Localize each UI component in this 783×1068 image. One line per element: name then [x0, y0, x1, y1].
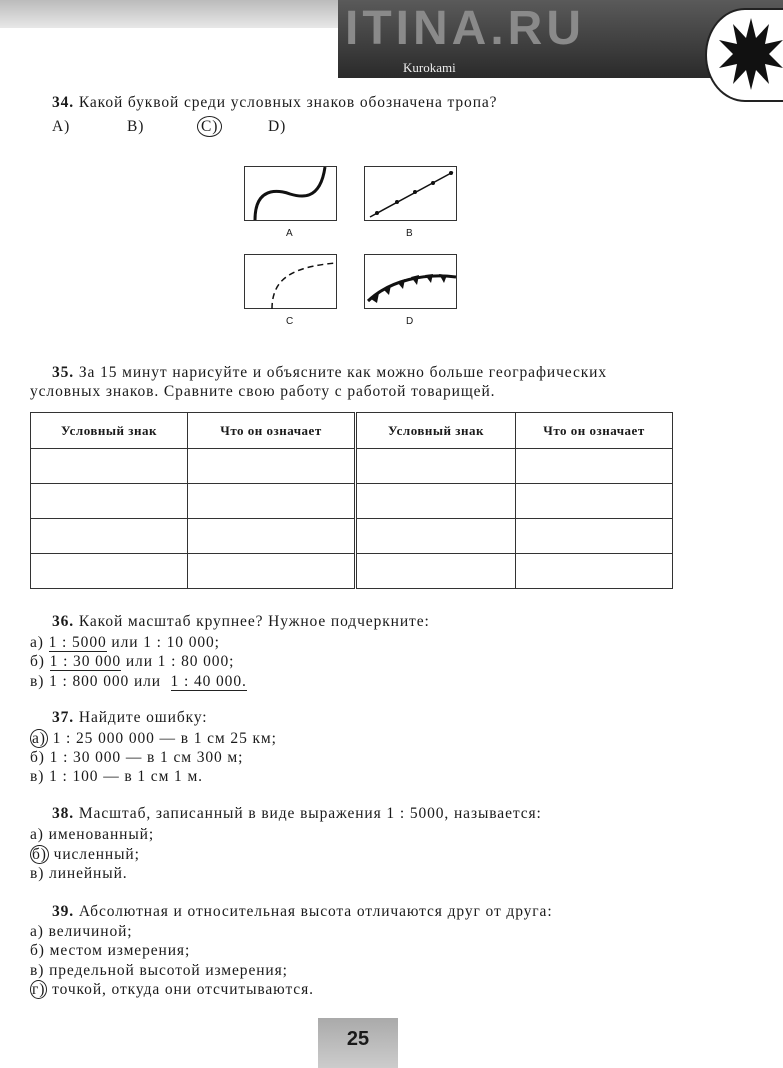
q38-item-b[interactable]: б) численный; — [32, 846, 140, 863]
figure-a-label: A — [286, 228, 293, 239]
figure-c-label: C — [286, 316, 294, 327]
q36-item-a[interactable]: а) 1 : 5000 или 1 : 10 000; — [30, 634, 220, 651]
table-cell[interactable] — [188, 484, 356, 519]
table-cell[interactable] — [31, 519, 188, 554]
table-cell[interactable] — [188, 554, 356, 589]
watermark-logo: ITINA.RU — [345, 2, 585, 55]
q39-item-d[interactable]: г) точкой, откуда они отсчитываются. — [32, 981, 314, 998]
table-cell[interactable] — [516, 554, 673, 589]
q39-item-c[interactable]: в) предельной высотой измерения; — [30, 962, 288, 979]
q39-item-b[interactable]: б) местом измерения; — [30, 942, 191, 959]
table-cell[interactable] — [188, 519, 356, 554]
page-number: 25 — [318, 1018, 398, 1068]
star-logo-icon — [705, 8, 783, 102]
figure-a — [244, 166, 337, 221]
table-cell[interactable] — [31, 484, 188, 519]
q34-option-d[interactable]: D) — [268, 118, 287, 135]
q37-item-c[interactable]: в) 1 : 100 — в 1 см 1 м. — [30, 768, 203, 785]
table-cell[interactable] — [31, 449, 188, 484]
q36-item-b[interactable]: б) 1 : 30 000 или 1 : 80 000; — [30, 653, 235, 670]
table-header: Что он означает — [516, 413, 673, 449]
table-row — [31, 484, 673, 519]
q34-option-a[interactable]: A) — [52, 118, 71, 135]
table-cell[interactable] — [356, 484, 516, 519]
q36-item-c[interactable]: в) 1 : 800 000 или 1 : 40 000. — [30, 673, 247, 690]
table-cell[interactable] — [356, 449, 516, 484]
symbols-table — [30, 412, 673, 589]
q35-line1: 35. За 15 минут нарисуйте и объясните как можно больше географических — [52, 364, 608, 381]
q34-option-c[interactable]: C) — [197, 118, 222, 136]
figure-b — [364, 166, 457, 221]
table-cell[interactable] — [31, 554, 188, 589]
table-header: Условный знак — [356, 413, 516, 449]
table-header: Что он означает — [188, 413, 356, 449]
q38-title: 38. Масштаб, записанный в виде выражения 1 : 5000, называется: — [52, 805, 542, 822]
table-cell[interactable] — [516, 449, 673, 484]
watermark-sub: Kurokami — [403, 60, 456, 75]
figure-d-label: D — [406, 316, 414, 327]
q34-title: 34. Какой буквой среди условных знаков обозначена тропа? — [52, 94, 498, 111]
table-header: Условный знак — [31, 413, 188, 449]
q34-option-b[interactable]: B) — [127, 118, 145, 135]
q39-title: 39. Абсолютная и относительная высота отличаются друг от друга: — [52, 903, 553, 920]
q39-item-a[interactable]: а) величиной; — [30, 923, 133, 940]
table-cell[interactable] — [356, 519, 516, 554]
q37-item-b[interactable]: б) 1 : 30 000 — в 1 см 300 м; — [30, 749, 244, 766]
table-cell[interactable] — [188, 449, 356, 484]
table-row — [31, 519, 673, 554]
table-cell[interactable] — [516, 484, 673, 519]
q36-title: 36. Какой масштаб крупнее? Нужное подчеркните: — [52, 613, 430, 630]
table-cell[interactable] — [356, 554, 516, 589]
q38-item-c[interactable]: в) линейный. — [30, 865, 128, 882]
table-cell[interactable] — [516, 519, 673, 554]
figure-b-label: B — [406, 228, 413, 239]
header-scan-shade — [0, 0, 338, 28]
figure-c — [244, 254, 337, 309]
table-row — [31, 449, 673, 484]
figure-d — [364, 254, 457, 309]
q35-line2: условных знаков. Сравните свою работу с работой товарищей. — [30, 383, 496, 400]
q37-item-a[interactable]: а) 1 : 25 000 000 — в 1 см 25 км; — [32, 730, 277, 747]
q37-title: 37. Найдите ошибку: — [52, 709, 208, 726]
q38-item-a[interactable]: а) именованный; — [30, 826, 155, 843]
table-row — [31, 554, 673, 589]
